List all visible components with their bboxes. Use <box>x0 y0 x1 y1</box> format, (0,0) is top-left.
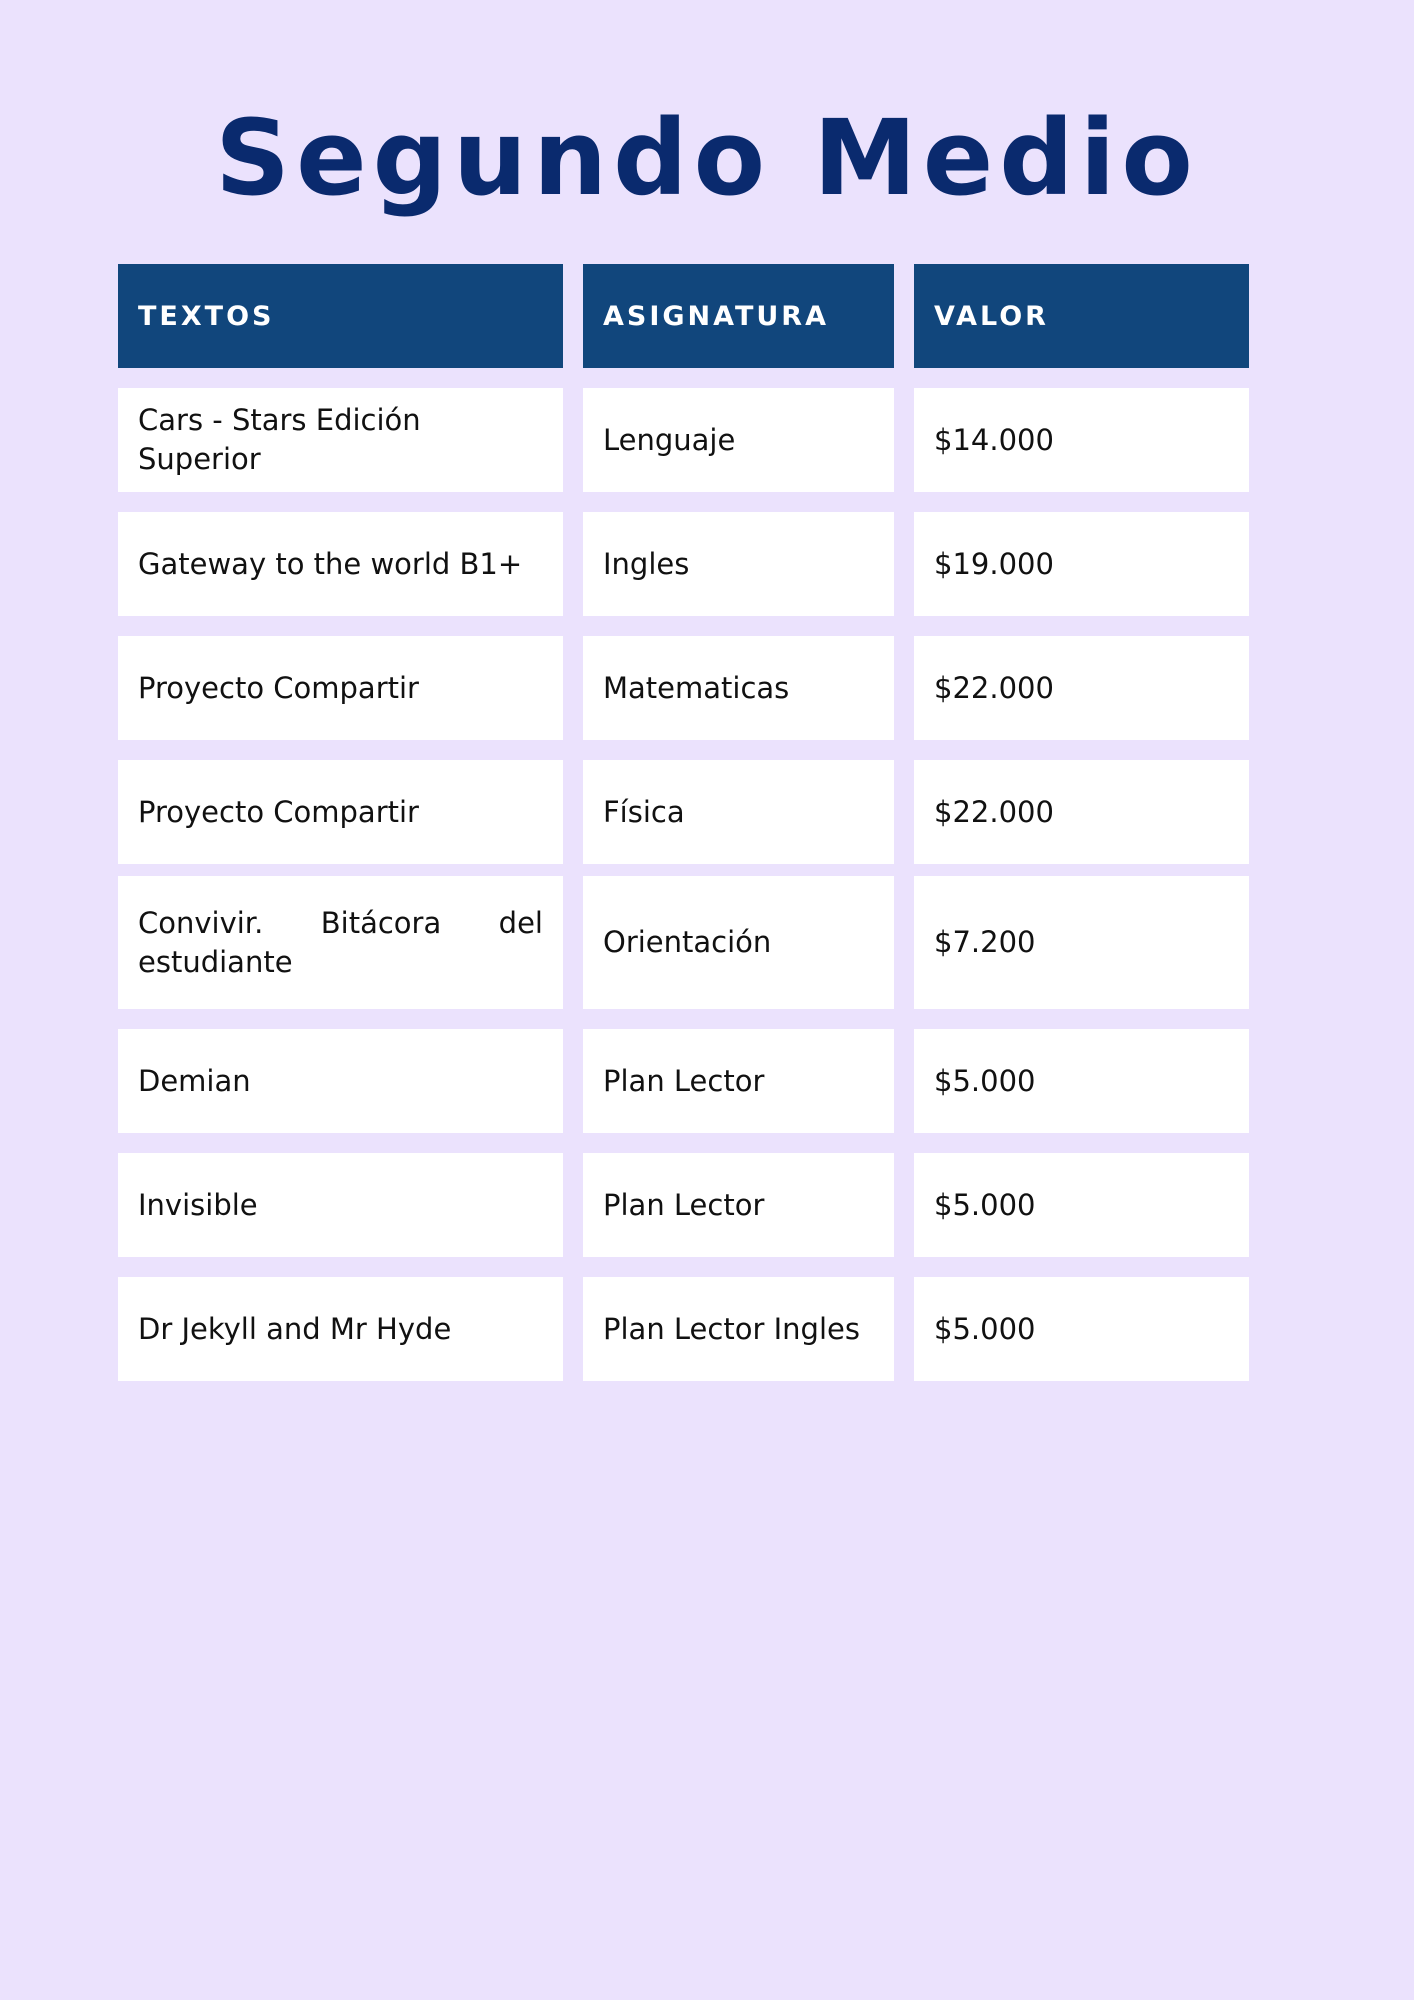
table-cell-texto <box>118 512 563 616</box>
table-cell-texto <box>118 1277 563 1381</box>
table-cell-asignatura <box>583 760 894 864</box>
cell-text: $19.000 <box>934 546 1054 581</box>
table-cell-texto <box>118 1153 563 1257</box>
table-cell-asignatura <box>583 388 894 492</box>
cell-text: $5.000 <box>934 1311 1036 1346</box>
cell-text: $22.000 <box>934 794 1054 829</box>
table-cell-valor <box>914 876 1249 1009</box>
cell-text: Gateway to the world B1+ <box>138 546 523 581</box>
cell-text: Proyecto Compartir <box>138 794 419 829</box>
header-asignatura <box>583 264 894 368</box>
table-cell-texto <box>118 876 563 1009</box>
cell-text: Plan Lector <box>603 1187 765 1222</box>
header-label: ASIGNATURA <box>603 300 829 332</box>
cell-text: Física <box>603 794 685 829</box>
header-valor <box>914 264 1249 368</box>
cell-text: Ingles <box>603 546 690 581</box>
cell-text: Proyecto Compartir <box>138 670 419 705</box>
table-cell-texto <box>118 760 563 864</box>
cell-text: Invisible <box>138 1187 258 1222</box>
table-cell-texto <box>118 388 563 492</box>
cell-text: Cars - Stars Edición Superior <box>138 403 421 476</box>
price-table <box>118 264 1249 1381</box>
cell-text: Demian <box>138 1063 251 1098</box>
cell-text: Convivir. Bitácora del estudiante <box>138 905 543 979</box>
header-label: VALOR <box>934 300 1049 332</box>
header-label: TEXTOS <box>138 300 275 332</box>
cell-text: $5.000 <box>934 1187 1036 1222</box>
cell-text: $7.200 <box>934 925 1036 959</box>
table-cell-valor <box>914 636 1249 740</box>
page-title: Segundo Medio <box>215 97 1199 219</box>
cell-text: Matematicas <box>603 670 790 705</box>
cell-text: Plan Lector Ingles <box>603 1311 860 1346</box>
table-cell-valor <box>914 760 1249 864</box>
table-cell-texto <box>118 1029 563 1133</box>
cell-text: Plan Lector <box>603 1063 765 1098</box>
cell-text: $22.000 <box>934 670 1054 705</box>
table-cell-texto <box>118 636 563 740</box>
table-cell-valor <box>914 1277 1249 1381</box>
table-cell-asignatura <box>583 876 894 1009</box>
cell-text: Orientación <box>603 925 772 959</box>
cell-text: $14.000 <box>934 422 1054 457</box>
table-cell-valor <box>914 388 1249 492</box>
table-cell-asignatura <box>583 1029 894 1133</box>
cell-text: Lenguaje <box>603 422 736 457</box>
table-cell-valor <box>914 1153 1249 1257</box>
table-cell-asignatura <box>583 636 894 740</box>
table-cell-valor <box>914 1029 1249 1133</box>
cell-text: $5.000 <box>934 1063 1036 1098</box>
table-cell-asignatura <box>583 512 894 616</box>
table-cell-valor <box>914 512 1249 616</box>
header-textos <box>118 264 563 368</box>
table-cell-asignatura <box>583 1277 894 1381</box>
table-cell-asignatura <box>583 1153 894 1257</box>
cell-text: Dr Jekyll and Mr Hyde <box>138 1311 452 1346</box>
